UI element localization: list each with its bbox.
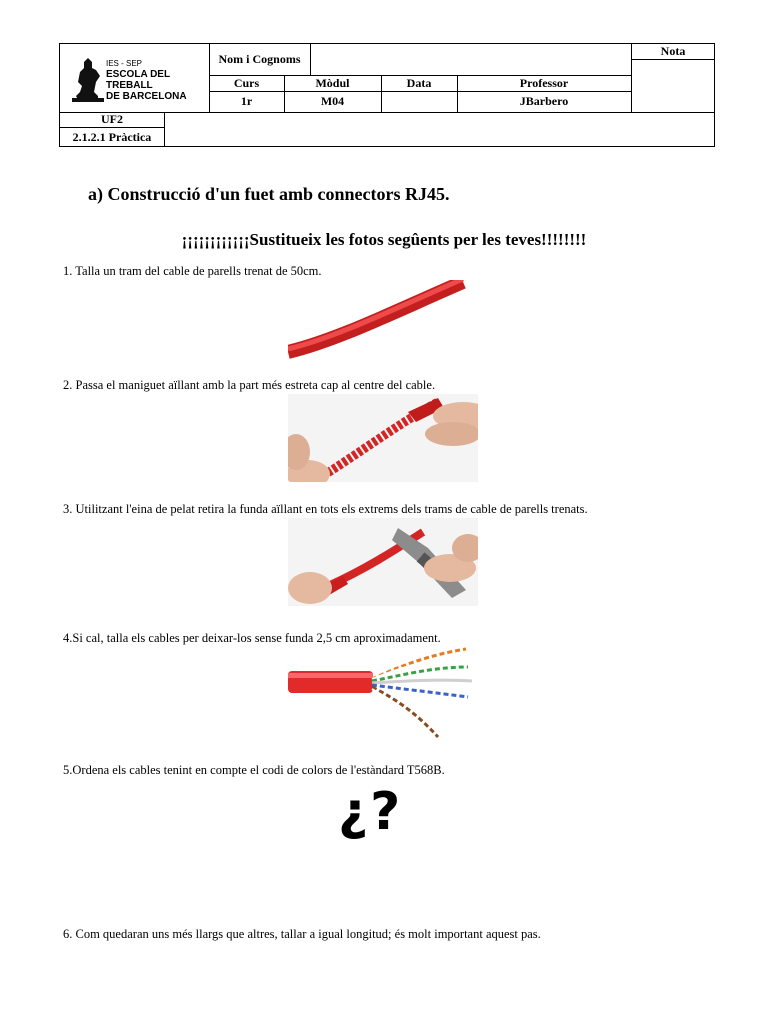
school-name	[106, 58, 209, 102]
name-label: Nom i Cognoms	[218, 52, 301, 66]
step-5-text: 5.Ordena els cables tenint en compte el codi de colors de l'estàndard T568B.	[63, 763, 445, 777]
instruction-banner: ¡¡¡¡¡¡¡¡¡¡¡¡Sustitueix les fotos segûents per les teves!!!!!!!!	[181, 230, 587, 249]
photo-cut-cable	[288, 280, 478, 360]
step-1-text: 1. Talla un tram del cable de parells trenat de 50cm.	[63, 264, 322, 278]
step-3-text: 3. Utilitzant l'eina de pelat retira la funda aïllant en tots els extrems dels trams de cable de parells trenats.	[63, 502, 588, 516]
question-mark-placeholder: ¿?	[338, 782, 403, 842]
school-line-1: ESCOLA DEL TREBALL	[106, 69, 170, 91]
module-label: Mòdul	[315, 75, 350, 90]
photo-stripping-tool	[288, 518, 478, 606]
course-value: 1r	[240, 94, 253, 108]
uf-label: UF2	[101, 112, 123, 126]
grade-label: Nota	[660, 44, 686, 58]
photo-insulating-sleeve	[288, 394, 478, 482]
course-label: Curs	[233, 75, 260, 90]
grade-field[interactable]	[631, 59, 715, 112]
step-4-text: 4.Si cal, talla els cables per deixar-los sense funda 2,5 cm aproximadament.	[63, 631, 441, 645]
step-2-text: 2. Passa el maniguet aïllant amb la part més estreta cap al centre del cable.	[63, 378, 436, 392]
school-line-2: DE BARCELONA	[106, 91, 187, 102]
school-small-text: IES - SEP	[106, 59, 143, 68]
header-table	[59, 43, 715, 147]
photo-exposed-pairs	[288, 645, 478, 740]
teacher-value: JBarbero	[519, 94, 569, 108]
date-value[interactable]	[381, 91, 457, 112]
step-6-text: 6. Com quedaran uns més llargs que altres, tallar a igual longitud; és molt important aquest pas.	[63, 927, 541, 941]
date-label: Data	[406, 75, 432, 90]
practice-label: 2.1.2.1 Pràctica	[72, 129, 152, 144]
name-field[interactable]	[310, 44, 631, 75]
statue-icon	[68, 52, 108, 104]
school-logo	[60, 44, 209, 112]
section-title: a) Construcció d'un fuet amb connectors RJ45.	[88, 184, 450, 204]
module-value: M04	[320, 94, 345, 108]
teacher-label: Professor	[519, 75, 569, 90]
